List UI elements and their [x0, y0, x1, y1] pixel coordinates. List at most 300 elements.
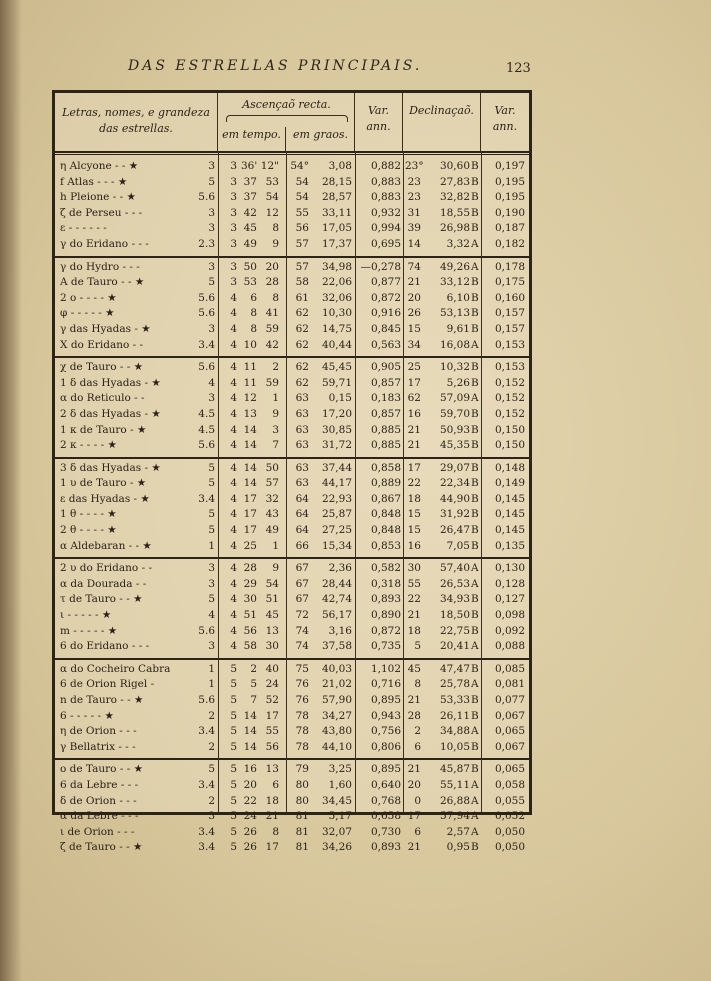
- ra-seconds-cell: 56: [265, 740, 279, 753]
- ra-annual-variation-cell: 0,695: [370, 237, 401, 250]
- ra-minutes-cell: 5: [250, 678, 257, 691]
- ra-minutes-cell: 45: [243, 222, 257, 235]
- declination-degrees-cell: 22: [407, 477, 421, 490]
- table-row: [55, 492, 529, 508]
- declination-minutes-cell: 57,09: [439, 392, 470, 405]
- ra-hours-cell: 4: [230, 609, 237, 622]
- magnitude-cell: 5.6: [198, 361, 215, 374]
- ra-seconds-cell: 54: [265, 577, 279, 590]
- ra-seconds-cell: 55: [265, 725, 279, 738]
- declination-degrees-cell: 17: [407, 376, 421, 389]
- declination-minutes-cell: 0,95: [446, 841, 470, 854]
- ra-arcminutes-cell: 3,08: [328, 160, 352, 172]
- declination-degrees-cell: 21: [407, 694, 421, 706]
- declination-minutes-cell: 18,50: [439, 609, 470, 622]
- ra-arcminutes-cell: 31,72: [321, 439, 352, 452]
- magnitude-cell: 5: [208, 461, 215, 474]
- declination-degrees-cell: 23°: [405, 160, 424, 172]
- running-head: DAS ESTRELLAS PRINCIPAIS.: [128, 58, 423, 74]
- magnitude-cell: 2: [208, 794, 215, 807]
- ra-degrees-cell: 63: [295, 392, 309, 405]
- declination-degrees-cell: 31: [407, 206, 421, 219]
- declination-degrees-cell: 28: [407, 709, 421, 722]
- magnitude-cell: 5: [208, 508, 215, 521]
- ra-arcminutes-cell: 10,30: [321, 307, 352, 320]
- ra-annual-variation-cell: 0,857: [370, 407, 401, 420]
- ra-arcminutes-cell: 5,17: [328, 810, 352, 823]
- ra-arcminutes-cell: 3,25: [328, 763, 352, 776]
- table-row: [55, 662, 529, 678]
- star-name-cell: 6 de Orion Rigel -: [60, 678, 155, 691]
- star-name-cell: 2 o - - - - ★: [60, 291, 117, 304]
- star-name-cell: 6 da Lebre - - -: [60, 778, 139, 791]
- declination-minutes-cell: 7,05: [446, 539, 470, 552]
- declination-degrees-cell: 55: [407, 577, 421, 590]
- ra-hours-cell: 4: [230, 577, 237, 590]
- declination-minutes-cell: 27,83: [439, 175, 470, 188]
- table-group: [55, 459, 529, 560]
- ra-hours-cell: 5: [230, 709, 237, 722]
- declination-hemisphere-cell: A: [471, 778, 479, 791]
- declination-hemisphere-cell: B: [471, 524, 479, 537]
- ra-minutes-cell: 16: [243, 763, 257, 776]
- declination-minutes-cell: 45,87: [439, 763, 470, 776]
- magnitude-cell: 1: [208, 539, 215, 552]
- ra-degrees-cell: 67: [295, 562, 309, 575]
- ra-degrees-cell: 81: [295, 810, 309, 823]
- table-row: [55, 260, 529, 276]
- declination-annual-variation-cell: 0,055: [494, 794, 525, 807]
- star-name-cell: ε - - - - - -: [60, 222, 107, 235]
- ra-degrees-cell: 62: [295, 361, 309, 374]
- ra-arcminutes-cell: 44,17: [321, 477, 352, 490]
- declination-minutes-cell: 26,11: [439, 709, 470, 722]
- ra-arcminutes-cell: 25,87: [321, 508, 352, 521]
- ra-minutes-cell: 14: [243, 439, 257, 452]
- table-row: [55, 461, 529, 477]
- ra-arcminutes-cell: 59,71: [321, 376, 352, 389]
- ra-hours-cell: 4: [230, 361, 237, 374]
- declination-degrees-cell: 21: [407, 841, 421, 854]
- ra-arcminutes-cell: 22,93: [321, 492, 352, 505]
- header-ascension: Ascençaõ recta.: [242, 98, 331, 111]
- declination-hemisphere-cell: B: [471, 539, 479, 552]
- magnitude-cell: 3: [208, 160, 215, 172]
- star-name-cell: η Alcyone - - ★: [60, 160, 139, 172]
- declination-degrees-cell: 34: [407, 338, 421, 351]
- ra-seconds-cell: 1: [272, 539, 279, 552]
- declination-minutes-cell: 2,57: [446, 825, 470, 838]
- ra-degrees-cell: 80: [295, 778, 309, 791]
- ra-arcminutes-cell: 28,57: [321, 191, 352, 204]
- ra-arcminutes-cell: 1,60: [328, 778, 352, 791]
- table-row: [55, 577, 529, 593]
- ra-annual-variation-cell: 0,943: [370, 709, 401, 722]
- ra-minutes-cell: 13: [243, 407, 257, 420]
- ra-hours-cell: 3: [230, 260, 237, 273]
- declination-hemisphere-cell: A: [471, 725, 479, 738]
- declination-minutes-cell: 34,88: [439, 725, 470, 738]
- declination-annual-variation-cell: 0,058: [494, 778, 525, 791]
- declination-minutes-cell: 49,26: [439, 260, 470, 273]
- declination-hemisphere-cell: B: [471, 175, 479, 188]
- table-row: [55, 291, 529, 307]
- declination-annual-variation-cell: 0,190: [494, 206, 525, 219]
- ra-minutes-cell: 11: [243, 376, 257, 389]
- declination-hemisphere-cell: A: [471, 810, 479, 823]
- ra-hours-cell: 4: [230, 593, 237, 606]
- magnitude-cell: 3: [208, 577, 215, 590]
- ra-seconds-cell: 42: [265, 338, 279, 351]
- header-in-time: em tempo.: [218, 127, 286, 151]
- ra-seconds-cell: 53: [265, 175, 279, 188]
- ra-hours-cell: 5: [230, 725, 237, 738]
- ra-arcminutes-cell: 32,07: [321, 825, 352, 838]
- ra-minutes-cell: 42: [243, 206, 257, 219]
- ra-seconds-cell: 3: [272, 423, 279, 436]
- star-name-cell: 2 κ - - - - ★: [60, 439, 117, 452]
- declination-hemisphere-cell: B: [471, 276, 479, 289]
- header-brace: [226, 115, 348, 122]
- ra-minutes-cell: 51: [243, 609, 257, 622]
- declination-minutes-cell: 59,70: [439, 407, 470, 420]
- declination-hemisphere-cell: A: [471, 640, 479, 653]
- star-name-cell: α do Reticulo - -: [60, 392, 145, 405]
- ra-seconds-cell: 51: [265, 593, 279, 606]
- table-row: [55, 438, 529, 454]
- star-name-cell: o de Tauro - - ★: [60, 763, 144, 776]
- ra-degrees-cell: 62: [295, 322, 309, 335]
- ra-minutes-cell: 14: [243, 725, 257, 738]
- ra-hours-cell: 4: [230, 492, 237, 505]
- declination-hemisphere-cell: B: [471, 662, 479, 675]
- ra-seconds-cell: 32: [265, 492, 279, 505]
- declination-degrees-cell: 20: [407, 778, 421, 791]
- star-name-cell: n de Tauro - - ★: [60, 694, 144, 706]
- ra-seconds-cell: 50: [265, 461, 279, 474]
- declination-minutes-cell: 53,13: [439, 307, 470, 320]
- star-name-cell: X do Eridano - -: [60, 338, 144, 351]
- magnitude-cell: 4: [208, 609, 215, 622]
- ra-seconds-cell: 52: [265, 694, 279, 706]
- ra-arcminutes-cell: 17,37: [321, 237, 352, 250]
- declination-degrees-cell: 16: [407, 407, 421, 420]
- ra-annual-variation-cell: 0,318: [370, 577, 401, 590]
- declination-annual-variation-cell: 0,077: [494, 694, 525, 706]
- ra-annual-variation-cell: 0,806: [370, 740, 401, 753]
- star-name-cell: 1 δ das Hyadas - ★: [60, 376, 161, 389]
- star-name-cell: ζ de Tauro - - ★: [60, 841, 143, 854]
- table-row: [55, 507, 529, 523]
- ra-annual-variation-cell: 0,582: [370, 562, 401, 575]
- page-gutter: [0, 0, 22, 981]
- declination-annual-variation-cell: 0,050: [494, 841, 525, 854]
- ra-hours-cell: 5: [230, 763, 237, 776]
- declination-degrees-cell: 6: [414, 825, 421, 838]
- table-group: [55, 157, 529, 258]
- header-var-ann: Var. ann.: [355, 93, 403, 151]
- ra-degrees-cell: 78: [295, 725, 309, 738]
- ra-degrees-cell: 62: [295, 376, 309, 389]
- ra-arcminutes-cell: 15,34: [321, 539, 352, 552]
- star-name-cell: 6 - - - - - ★: [60, 709, 114, 722]
- ra-annual-variation-cell: 0,858: [370, 461, 401, 474]
- declination-annual-variation-cell: 0,145: [494, 524, 525, 537]
- star-name-cell: γ das Hyadas - ★: [60, 322, 151, 335]
- table-row: [55, 724, 529, 740]
- ra-arcminutes-cell: 3,16: [328, 624, 352, 637]
- ra-hours-cell: 4: [230, 524, 237, 537]
- declination-minutes-cell: 50,93: [439, 423, 470, 436]
- ra-minutes-cell: 29: [243, 577, 257, 590]
- declination-annual-variation-cell: 0,065: [494, 725, 525, 738]
- ra-hours-cell: 5: [230, 694, 237, 706]
- magnitude-cell: 3.4: [198, 841, 215, 854]
- ra-annual-variation-cell: 0,872: [370, 624, 401, 637]
- declination-annual-variation-cell: 0,052: [494, 810, 525, 823]
- table-row: [55, 561, 529, 577]
- star-name-cell: 2 δ das Hyadas - ★: [60, 407, 161, 420]
- ra-arcminutes-cell: 43,80: [321, 725, 352, 738]
- ra-hours-cell: 5: [230, 825, 237, 838]
- table-row: [55, 423, 529, 439]
- ra-arcminutes-cell: 56,17: [321, 609, 352, 622]
- ra-annual-variation-cell: 0,716: [370, 678, 401, 691]
- table-row: [55, 762, 529, 778]
- ra-hours-cell: 5: [230, 794, 237, 807]
- ra-seconds-cell: 18: [265, 794, 279, 807]
- declination-annual-variation-cell: 0,081: [494, 678, 525, 691]
- ra-annual-variation-cell: 0,872: [370, 291, 401, 304]
- magnitude-cell: 5.6: [198, 624, 215, 637]
- magnitude-cell: 3: [208, 322, 215, 335]
- declination-annual-variation-cell: 0,150: [494, 423, 525, 436]
- ra-minutes-cell: 28: [243, 562, 257, 575]
- ra-arcminutes-cell: 44,10: [321, 740, 352, 753]
- ra-annual-variation-cell: 0,640: [370, 778, 401, 791]
- ra-arcminutes-cell: 34,26: [321, 841, 352, 854]
- ra-hours-cell: 4: [230, 640, 237, 653]
- ra-annual-variation-cell: 0,857: [370, 376, 401, 389]
- header-ascension-group: [218, 93, 355, 151]
- declination-minutes-cell: 33,12: [439, 276, 470, 289]
- declination-minutes-cell: 30,60: [439, 160, 470, 172]
- ra-annual-variation-cell: 0,885: [370, 439, 401, 452]
- declination-hemisphere-cell: B: [471, 206, 479, 219]
- magnitude-cell: 5.6: [198, 291, 215, 304]
- table-body: [55, 157, 529, 859]
- declination-minutes-cell: 45,35: [439, 439, 470, 452]
- ra-seconds-cell: 9: [272, 407, 279, 420]
- declination-degrees-cell: 21: [407, 609, 421, 622]
- ra-arcminutes-cell: 37,44: [321, 461, 352, 474]
- ra-arcminutes-cell: 40,03: [321, 662, 352, 675]
- ra-minutes-cell: 14: [243, 423, 257, 436]
- ra-seconds-cell: 54: [265, 191, 279, 204]
- ra-hours-cell: 5: [230, 778, 237, 791]
- ra-minutes-cell: 25: [243, 539, 257, 552]
- star-name-cell: 6 do Eridano - - -: [60, 640, 150, 653]
- declination-annual-variation-cell: 0,067: [494, 740, 525, 753]
- declination-minutes-cell: 57,40: [439, 562, 470, 575]
- declination-hemisphere-cell: A: [471, 562, 479, 575]
- declination-minutes-cell: 26,53: [439, 577, 470, 590]
- table-group: [55, 559, 529, 660]
- declination-minutes-cell: 22,34: [439, 477, 470, 490]
- ra-annual-variation-cell: 0,889: [370, 477, 401, 490]
- star-name-cell: α do Cocheiro Cabra: [60, 662, 171, 675]
- declination-hemisphere-cell: B: [471, 322, 479, 335]
- ra-hours-cell: 3: [230, 222, 237, 235]
- column-divider: [481, 151, 482, 812]
- ra-annual-variation-cell: 0,848: [370, 508, 401, 521]
- declination-hemisphere-cell: B: [471, 709, 479, 722]
- ra-degrees-cell: 76: [295, 694, 309, 706]
- declination-degrees-cell: 21: [407, 423, 421, 436]
- table-row: [55, 825, 529, 841]
- magnitude-cell: 3.4: [198, 825, 215, 838]
- declination-annual-variation-cell: 0,152: [494, 376, 525, 389]
- table-row: [55, 794, 529, 810]
- ra-seconds-cell: 59: [265, 376, 279, 389]
- declination-minutes-cell: 57,94: [439, 810, 470, 823]
- magnitude-cell: 3.4: [198, 338, 215, 351]
- ra-hours-cell: 5: [230, 810, 237, 823]
- ra-minutes-cell: 8: [250, 307, 257, 320]
- table-row: [55, 709, 529, 725]
- ra-hours-cell: 4: [230, 376, 237, 389]
- magnitude-cell: 5: [208, 763, 215, 776]
- declination-minutes-cell: 3,32: [446, 237, 470, 250]
- table-group: [55, 760, 529, 859]
- ra-annual-variation-cell: 0,890: [370, 609, 401, 622]
- star-name-cell: h Pleione - - ★: [60, 191, 136, 204]
- table-row: [55, 809, 529, 825]
- ra-degrees-cell: 78: [295, 709, 309, 722]
- declination-hemisphere-cell: B: [471, 361, 479, 374]
- table-row: [55, 740, 529, 756]
- ra-degrees-cell: 72: [295, 609, 309, 622]
- ra-hours-cell: 4: [230, 322, 237, 335]
- magnitude-cell: 3: [208, 392, 215, 405]
- ra-minutes-cell: 17: [243, 492, 257, 505]
- magnitude-cell: 4: [208, 376, 215, 389]
- ra-minutes-cell: 14: [243, 709, 257, 722]
- declination-degrees-cell: 23: [407, 191, 421, 204]
- declination-minutes-cell: 10,05: [439, 740, 470, 753]
- star-name-cell: α da Lebre - - -: [60, 810, 139, 823]
- ra-degrees-cell: 81: [295, 841, 309, 854]
- column-divider: [355, 151, 356, 812]
- ra-annual-variation-cell: 0,867: [370, 492, 401, 505]
- declination-annual-variation-cell: 0,085: [494, 662, 525, 675]
- ra-arcminutes-cell: 21,02: [321, 678, 352, 691]
- ra-minutes-cell: 37: [243, 191, 257, 204]
- header-names: Letras, nomes, e grandeza das estrellas.: [55, 93, 218, 151]
- ra-seconds-cell: 43: [265, 508, 279, 521]
- declination-hemisphere-cell: B: [471, 439, 479, 452]
- table-row: [55, 840, 529, 856]
- ra-hours-cell: 3: [230, 237, 237, 250]
- declination-hemisphere-cell: B: [471, 694, 479, 706]
- star-name-cell: ι - - - - - ★: [60, 609, 112, 622]
- ra-degrees-cell: 64: [295, 508, 309, 521]
- declination-minutes-cell: 53,33: [439, 694, 470, 706]
- ra-annual-variation-cell: 0,883: [370, 191, 401, 204]
- declination-hemisphere-cell: B: [471, 740, 479, 753]
- ra-degrees-cell: 81: [295, 825, 309, 838]
- ra-seconds-cell: 8: [272, 222, 279, 235]
- magnitude-cell: 2: [208, 740, 215, 753]
- ra-annual-variation-cell: 0,563: [370, 338, 401, 351]
- declination-annual-variation-cell: 0,128: [494, 577, 525, 590]
- declination-hemisphere-cell: B: [471, 763, 479, 776]
- table-row: [55, 206, 529, 222]
- ra-hours-cell: 4: [230, 407, 237, 420]
- declination-hemisphere-cell: A: [471, 392, 479, 405]
- magnitude-cell: 2.3: [198, 237, 215, 250]
- ra-annual-variation-cell: 0,756: [370, 725, 401, 738]
- ra-arcminutes-cell: 32,06: [321, 291, 352, 304]
- declination-degrees-cell: 15: [407, 524, 421, 537]
- ra-seconds-cell: 8: [272, 291, 279, 304]
- header-var-ann-2: Var. ann.: [492, 104, 518, 133]
- ra-annual-variation-cell: 0,735: [370, 640, 401, 653]
- ra-degrees-cell: 63: [295, 477, 309, 490]
- declination-hemisphere-cell: B: [471, 593, 479, 606]
- declination-hemisphere-cell: B: [471, 376, 479, 389]
- ra-hours-cell: 4: [230, 477, 237, 490]
- declination-degrees-cell: 21: [407, 439, 421, 452]
- ra-seconds-cell: 30: [265, 640, 279, 653]
- ra-minutes-cell: 2: [250, 662, 257, 675]
- ra-degrees-cell: 78: [295, 740, 309, 753]
- declination-degrees-cell: 39: [407, 222, 421, 235]
- magnitude-cell: 5: [208, 593, 215, 606]
- magnitude-cell: 3: [208, 206, 215, 219]
- column-divider: [286, 151, 287, 812]
- ra-annual-variation-cell: 0,994: [370, 222, 401, 235]
- ra-degrees-cell: 66: [295, 539, 309, 552]
- ra-degrees-cell: 54°: [290, 160, 309, 172]
- declination-annual-variation-cell: 0,160: [494, 291, 525, 304]
- magnitude-cell: 3.4: [198, 778, 215, 791]
- declination-degrees-cell: 74: [407, 260, 421, 273]
- ra-arcminutes-cell: 42,74: [321, 593, 352, 606]
- ra-degrees-cell: 61: [295, 291, 309, 304]
- declination-annual-variation-cell: 0,195: [494, 191, 525, 204]
- ra-degrees-cell: 62: [295, 307, 309, 320]
- star-name-cell: 1 υ de Tauro - ★: [60, 477, 147, 490]
- ra-seconds-cell: 45: [265, 609, 279, 622]
- ra-seconds-cell: 41: [265, 307, 279, 320]
- star-name-cell: ε das Hyadas - ★: [60, 492, 150, 505]
- ra-arcminutes-cell: 30,85: [321, 423, 352, 436]
- declination-minutes-cell: 34,93: [439, 593, 470, 606]
- ra-annual-variation-cell: 0,730: [370, 825, 401, 838]
- magnitude-cell: 4.5: [198, 423, 215, 436]
- ra-degrees-cell: 56: [295, 222, 309, 235]
- declination-minutes-cell: 18,55: [439, 206, 470, 219]
- ra-arcminutes-cell: 28,15: [321, 175, 352, 188]
- ra-degrees-cell: 54: [295, 191, 309, 204]
- header-in-degrees: em graos.: [292, 128, 349, 141]
- ra-hours-cell: 3: [230, 206, 237, 219]
- declination-hemisphere-cell: B: [471, 477, 479, 490]
- ra-annual-variation-cell: —0,278: [360, 260, 401, 273]
- declination-minutes-cell: 20,41: [439, 640, 470, 653]
- ra-degrees-cell: 79: [295, 763, 309, 776]
